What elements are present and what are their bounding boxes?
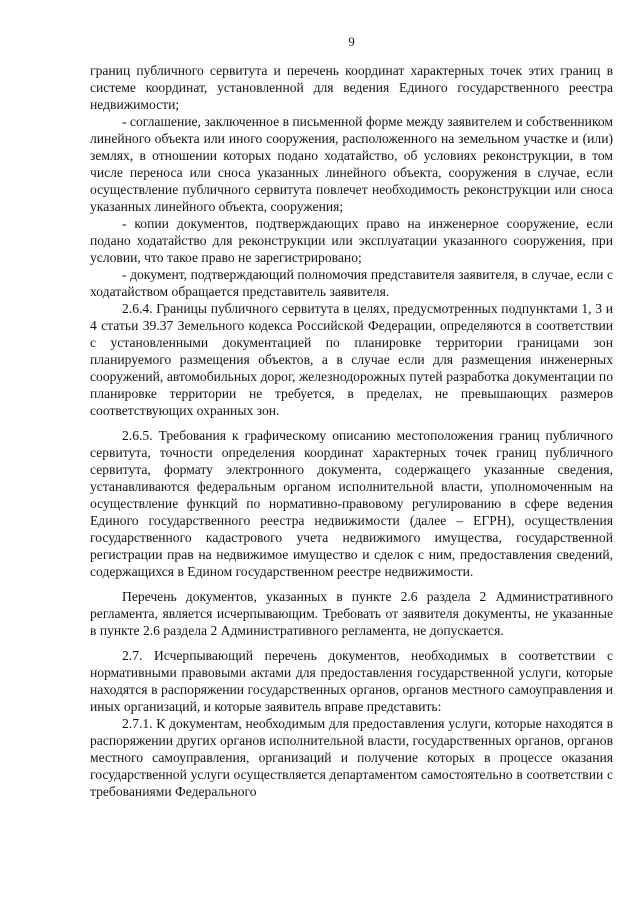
paragraph: 2.6.5. Требования к графическому описанию местоположения границ публичного сервитута, точности определения координат характерных точек границ публичного сервитута, формату электронного документа, содержащего указанные сведения, устанавливаются федеральным органом исполнительной власти, уполномоченным на осуществление функций по нормативно-правовому регулированию в сфере ведения Единого государственного реестра недвижимости (далее – ЕГРН), осуществления государственного кадастрового учета недвижимого имущества, государственной регистрации прав на недвижимое имущество и сделок с ним, предоставления сведений, содержащихся в Едином государственном реестре недвижимости. (90, 428, 613, 579)
paragraph: 2.6.4. Границы публичного сервитута в целях, предусмотренных подпунктами 1, 3 и 4 статьи 39.37 Земельного кодекса Российской Федерации, определяются в соответствии с установленными документацией по планировке территории границами зон планируемого размещения объектов, а в случае если для размещения инженерных сооружений, автомобильных дорог, железнодорожных путей разработка документации по планировке территории не требуется, в пределах, не превышающих размеров соответствующих охранных зон. (90, 301, 613, 418)
paragraph: 2.7. Исчерпывающий перечень документов, необходимых в соответствии с нормативными правовыми актами для предоставления государственной услуги, которые находятся в распоряжении государственных органов, органов местного самоуправления и иных организаций, и которые заявитель вправе представить: (90, 648, 613, 714)
paragraph: - копии документов, подтверждающих право на инженерное сооружение, если подано ходатайство для реконструкции или эксплуатации указанного сооружения, при условии, что такое право не зарегистрировано; (90, 216, 613, 265)
page-number: 9 (348, 34, 355, 49)
paragraph: границ публичного сервитута и перечень координат характерных точек этих границ в системе координат, установленной для ведения Единого государственного реестра недвижимости; (90, 63, 613, 112)
paragraph: - соглашение, заключенное в письменной форме между заявителем и собственником линейного объекта или иного сооружения, расположенного на земельном участке и (или) землях, в отношении которых подано ходатайство, об условиях реконструкции, в том числе переноса или сноса указанных линейного объекта, сооружения в случае, если осуществление публичного сервитута повлечет необходимость реконструкции или сноса указанных линейного объекта, сооружения; (90, 114, 613, 214)
document-body (90, 62, 613, 800)
paragraph: - документ, подтверждающий полномочия представителя заявителя, в случае, если с ходатайством обращается представитель заявителя. (90, 267, 613, 299)
paragraph: Перечень документов, указанных в пункте 2.6 раздела 2 Административного регламента, является исчерпывающим. Требовать от заявителя документы, не указанные в пункте 2.6 раздела 2 Административного регламента, не допускается. (90, 589, 613, 638)
paragraph: 2.7.1. К документам, необходимым для предоставления услуги, которые находятся в распоряжении других органов исполнительной власти, государственных органов, органов местного самоуправления, организаций и получение которых в процессе оказания государственной услуги осуществляется департаментом самостоятельно в соответствии с требованиями Федерального (90, 716, 613, 799)
